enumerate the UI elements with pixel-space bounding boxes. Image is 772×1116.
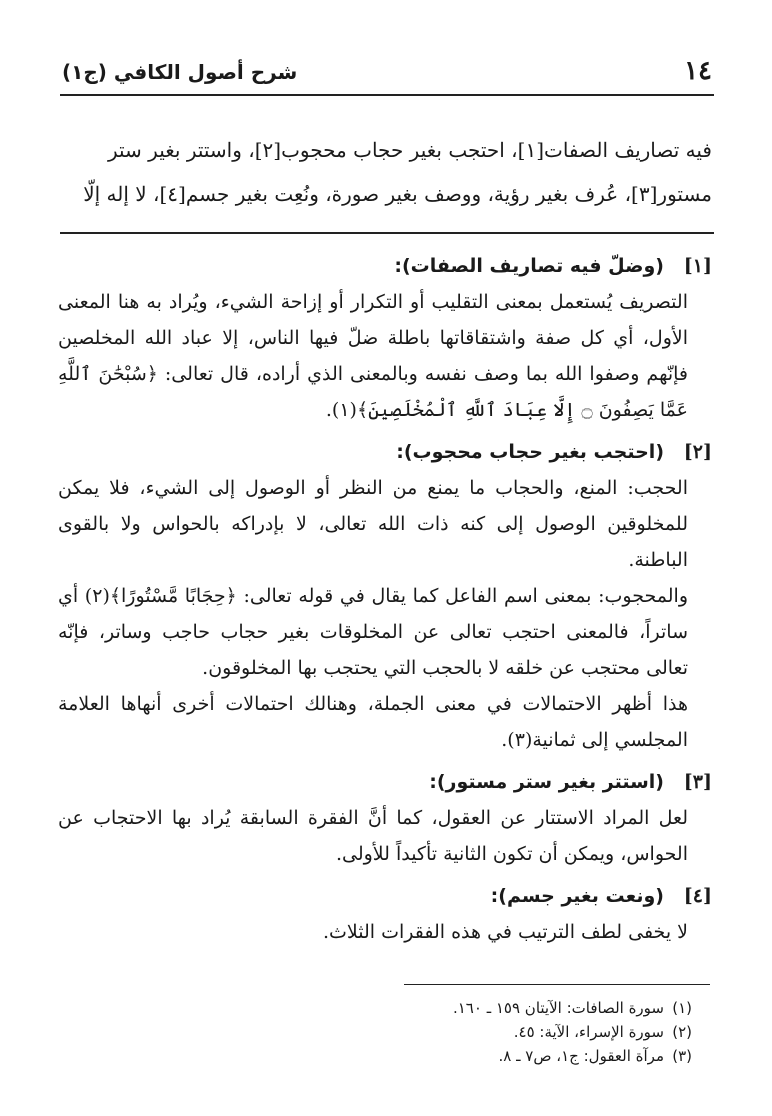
- main-text: [58, 128, 712, 216]
- note-paragraph: الحجب: المنع، والحجاب ما يمنع من النظر أو الوصول إلى الشيء، فلا يمكن للمخلوقين الوصول إلى كنه ذات الله تعالى، لا بإدراكه بالحواس ولا بالقوى الباطنة.: [58, 477, 688, 571]
- footnote-number: (٣): [672, 1047, 692, 1065]
- note-3: [58, 764, 712, 872]
- page-header: [60, 54, 714, 96]
- footnote-text: سورة الصافات: الآيتان ١٥٩ ـ ١٦٠.: [452, 999, 664, 1017]
- main-separator: [60, 232, 714, 234]
- footnote: [200, 1020, 692, 1044]
- note-4: [58, 878, 712, 950]
- note-heading: (استتر بغير ستر مستور):: [429, 771, 664, 793]
- main-text-line: مستور[٣]، عُرف بغير رؤية، ووصف بغير صورة، ونُعِت بغير جسم[٤]، لا إله إلّا: [83, 182, 712, 206]
- note-2: [58, 434, 712, 758]
- note-paragraph: لعل المراد الاستتار عن العقول، كما أنَّ الفقرة السابقة يُراد بها الاحتجاب عن الحواس، ويمكن أن تكون الثانية تأكيداً للأولى.: [58, 807, 688, 865]
- footnote: [200, 1044, 692, 1068]
- footnote-text: مرآة العقول: ج١، ص٧ ـ ٨.: [498, 1047, 664, 1065]
- page-number: ١٤: [684, 56, 712, 86]
- main-text-line: فيه تصاريف الصفات[١]، احتجب بغير حجاب محجوب[٢]، واستتر بغير ستر: [107, 138, 712, 162]
- footnote-separator: [404, 984, 710, 985]
- note-number: [٢]: [683, 441, 712, 463]
- note-paragraph: لا يخفى لطف الترتيب في هذه الفقرات الثلاث.: [323, 921, 688, 943]
- book-title: شرح أصول الكافي (ج١): [62, 60, 298, 84]
- footnote-number: (٢): [672, 1023, 692, 1041]
- note-number: [١]: [683, 255, 712, 277]
- note-heading: (وضلّ فيه تصاريف الصفات):: [394, 255, 664, 277]
- note-paragraph: والمحجوب: بمعنى اسم الفاعل كما يقال في قوله تعالى: ﴿حِجَابًا مَّسْتُورًا﴾(٢) أي ساتراً، فالمعنى احتجب تعالى عن المخلوقات بغير حجاب حاجب وساتر، فإنّه تعالى محتجب عن خلقه لا بالحجب التي يحتجب بها المخلوقون.: [58, 585, 688, 679]
- note-number: [٤]: [683, 885, 712, 907]
- footnote-text: سورة الإسراء، الآية: ٤٥.: [513, 1023, 664, 1041]
- note-1: [58, 248, 712, 428]
- note-number: [٣]: [683, 771, 712, 793]
- footnotes: [200, 996, 692, 1068]
- note-paragraph: هذا أظهر الاحتمالات في معنى الجملة، وهنالك احتمالات أخرى أنهاها العلامة المجلسي إلى ثمانية(٣).: [58, 693, 688, 751]
- commentary-notes: [58, 248, 712, 956]
- note-paragraph: التصريف يُستعمل بمعنى التقليب أو التكرار أو إزاحة الشيء، ويُراد به هنا المعنى الأول، أي كل صفة واشتقاقاتها باطلة ضلّ فيها الناس، إلا عباد الله المخلصين فإنّهم وصفوا الله بما وصف نفسه وبالمعنى الذي أراده، قال تعالى: ﴿سُبْحَٰنَ ٱللَّهِ عَمَّا يَصِفُونَ ۝ إِلَّا عِبَادَ ٱللَّهِ ٱلْمُخْلَصِينَ﴾(١).: [58, 291, 688, 421]
- note-heading: (ونعت بغير جسم):: [490, 885, 664, 907]
- footnote-number: (١): [672, 999, 692, 1017]
- note-heading: (احتجب بغير حجاب محجوب):: [396, 441, 664, 463]
- footnote: [200, 996, 692, 1020]
